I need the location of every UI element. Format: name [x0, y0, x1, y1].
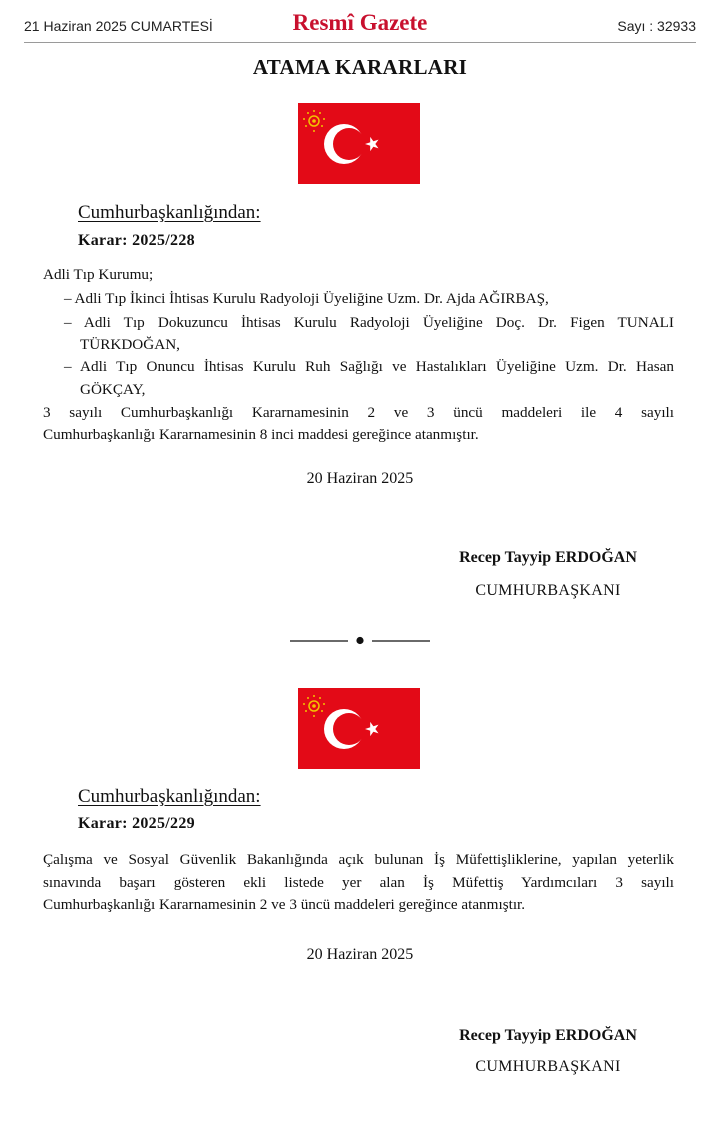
decision-body-line: 3 sayılı Cumhurbaşkanlığı Kararnamesinin 2 ve 3 üncü maddeleri ile 4 sayılı	[43, 404, 674, 421]
decision-date: 20 Haziran 2025	[306, 946, 414, 963]
signer-title: CUMHURBAŞKANI	[475, 1058, 621, 1075]
issuer-label: Cumhurbaşkanlığından:	[78, 202, 261, 223]
signer-title: CUMHURBAŞKANI	[475, 582, 621, 599]
decision-number: Karar: 2025/229	[78, 815, 195, 832]
signer-name: Recep Tayyip ERDOĞAN	[459, 549, 637, 566]
decision-intro: Adli Tıp Kurumu;	[43, 266, 154, 283]
decision-body-line: Cumhurbaşkanlığı Kararnamesinin 2 ve 3 üncü maddeleri gereğince atanmıştır.	[43, 896, 526, 913]
decision-body-line: Çalışma ve Sosyal Güvenlik Bakanlığında açık bulunan İş Müfettişliklerine, yapılan yeterlik	[43, 851, 674, 868]
appointment-item: – Adli Tıp Onuncu İhtisas Kurulu Ruh Sağlığı ve Hastalıkları Üyeliğine Uzm. Dr. Hasan	[64, 358, 674, 375]
appointment-item-continued: GÖKÇAY,	[80, 381, 146, 398]
turkish-flag-emblem-icon	[298, 103, 420, 184]
decision-date: 20 Haziran 2025	[306, 470, 414, 487]
page-title: ATAMA KARARLARI	[252, 55, 468, 79]
decision-number: Karar: 2025/228	[78, 232, 195, 249]
gazette-header	[24, 8, 696, 43]
header-date: 21 Haziran 2025 CUMARTESİ	[24, 18, 213, 34]
signer-name: Recep Tayyip ERDOĞAN	[459, 1027, 637, 1044]
section-separator	[290, 632, 430, 648]
issuer-label: Cumhurbaşkanlığından:	[78, 786, 261, 807]
appointment-item: – Adli Tıp Dokuzuncu İhtisas Kurulu Radyoloji Üyeliğine Doç. Dr. Figen TUNALI	[64, 314, 674, 331]
turkish-flag-emblem-icon	[298, 688, 420, 769]
appointment-item-continued: TÜRKDOĞAN,	[80, 336, 180, 353]
decision-body-line: Cumhurbaşkanlığı Kararnamesinin 8 inci maddesi gereğince atanmıştır.	[43, 426, 479, 443]
gazette-title: Resmî Gazete	[292, 10, 428, 35]
issue-number: Sayı : 32933	[617, 18, 696, 34]
appointment-item: – Adli Tıp İkinci İhtisas Kurulu Radyoloji Üyeliğine Uzm. Dr. Ajda AĞIRBAŞ,	[64, 290, 549, 307]
decision-body-line: sınavında başarı gösteren ekli listede yer alan İş Müfettiş Yardımcıları 3 sayılı	[43, 874, 674, 891]
